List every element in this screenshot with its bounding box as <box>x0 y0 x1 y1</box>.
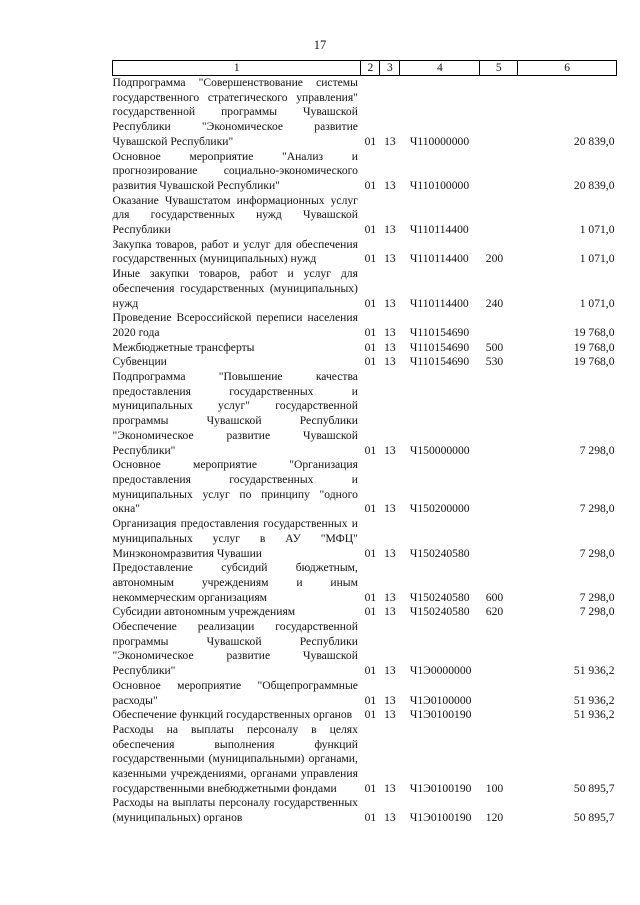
row-section: 01 <box>364 296 377 310</box>
row-subsection: 13 <box>384 590 396 604</box>
row-expense-type <box>480 679 518 708</box>
row-target-article: Ч1Э0100000 <box>409 693 472 707</box>
page-number: 17 <box>313 38 327 52</box>
row-subsection: 13 <box>384 252 396 266</box>
row-section: 01 <box>364 693 377 707</box>
table-row <box>113 194 617 238</box>
table-row <box>113 620 617 679</box>
row-subsection: 13 <box>384 781 396 795</box>
row-section: 01 <box>364 502 377 516</box>
row-section: 01 <box>364 605 377 619</box>
table-header <box>113 61 617 76</box>
row-section: 01 <box>364 708 377 722</box>
row-name: Расходы на выплаты персоналу государственных (муниципальных) органов <box>112 796 358 825</box>
row-target-article: Ч150240580 <box>409 546 470 560</box>
row-expense-type: 200 <box>485 252 504 266</box>
table-row <box>113 355 617 370</box>
row-subsection: 13 <box>384 355 396 369</box>
row-name: Основное мероприятие "Анализ и прогнозирование социально-экономического развития Чувашской Республики" <box>112 149 358 192</box>
row-name: Субвенции <box>112 355 167 369</box>
row-subsection: 13 <box>384 546 396 560</box>
table-body <box>113 76 617 826</box>
row-amount: 50 895,7 <box>573 781 615 795</box>
row-name: Проведение Всероссийской переписи населения 2020 года <box>112 311 358 339</box>
row-name: Основное мероприятие "Организация предоставления государственных и муниципальных услуг по принципу "одного окна" <box>112 458 358 516</box>
row-expense-type: 100 <box>485 781 504 795</box>
row-amount: 1 071,0 <box>579 296 615 310</box>
header-col-5: 5 <box>480 61 518 76</box>
header-col-2: 2 <box>361 61 380 76</box>
row-expense-type: 240 <box>485 296 504 310</box>
row-expense-type <box>480 76 518 150</box>
row-section: 01 <box>364 664 377 678</box>
row-name: Обеспечение функций государственных органов <box>112 708 353 722</box>
row-section: 01 <box>364 590 377 604</box>
row-amount: 1 071,0 <box>579 223 615 237</box>
row-subsection: 13 <box>384 134 396 148</box>
row-subsection: 13 <box>384 443 396 457</box>
row-name: Межбюджетные трансферты <box>112 340 255 354</box>
row-section: 01 <box>364 546 377 560</box>
row-expense-type <box>480 517 518 561</box>
budget-table <box>112 60 617 826</box>
table-row <box>113 267 617 311</box>
row-amount: 19 768,0 <box>573 325 615 339</box>
row-amount: 1 071,0 <box>579 252 615 266</box>
row-target-article: Ч1Э0100190 <box>409 708 472 722</box>
row-name: Подпрограмма "Повышение качества предоставления государственных и муниципальных услуг" государственной программы Чувашской Республики "Экономическое развитие Чувашской Республики" <box>112 370 358 457</box>
row-amount: 50 895,7 <box>573 811 615 825</box>
row-section: 01 <box>364 811 377 825</box>
row-subsection: 13 <box>384 708 396 722</box>
row-section: 01 <box>364 443 377 457</box>
row-expense-type <box>480 458 518 517</box>
row-name: Обеспечение реализации государственной программы Чувашской Республики "Экономическое развитие Чувашской Республики" <box>112 620 358 678</box>
table-row <box>113 238 617 267</box>
row-amount: 51 936,2 <box>573 693 615 707</box>
row-amount: 20 839,0 <box>573 134 615 148</box>
row-target-article: Ч110154690 <box>409 355 470 369</box>
table-row <box>113 341 617 356</box>
table-row <box>113 150 617 194</box>
row-target-article: Ч150200000 <box>409 502 470 516</box>
table-row <box>113 517 617 561</box>
row-name: Оказание Чувашстатом информационных услуг для государственных нужд Чувашской Республики <box>112 193 358 237</box>
row-name: Организация предоставления государственных и муниципальных услуг в АУ "МФЦ" Минэкономразвития Чувашии <box>112 517 358 560</box>
row-amount: 7 298,0 <box>579 502 615 516</box>
row-section: 01 <box>364 134 377 148</box>
row-section: 01 <box>364 355 377 369</box>
table-row <box>113 561 617 605</box>
row-subsection: 13 <box>384 664 396 678</box>
table-row <box>113 76 617 150</box>
row-expense-type <box>480 311 518 340</box>
row-expense-type: 620 <box>485 605 504 619</box>
table-row <box>113 796 617 825</box>
row-subsection: 13 <box>384 693 396 707</box>
row-target-article: Ч110114400 <box>409 223 469 237</box>
header-row <box>113 61 617 76</box>
header-col-1: 1 <box>113 61 361 76</box>
row-expense-type <box>480 194 518 238</box>
row-section: 01 <box>364 340 377 354</box>
row-expense-type: 120 <box>485 811 504 825</box>
row-target-article: Ч1Э0100190 <box>409 811 472 825</box>
row-subsection: 13 <box>384 605 396 619</box>
row-amount: 7 298,0 <box>579 605 615 619</box>
row-subsection: 13 <box>384 178 396 192</box>
row-name: Предоставление субсидий бюджетным, автономным учреждениям и иным некоммерческим организациям <box>112 561 358 604</box>
row-target-article: Ч110114400 <box>409 296 469 310</box>
row-name: Закупка товаров, работ и услуг для обеспечения государственных (муниципальных) нужд <box>112 237 358 266</box>
row-section: 01 <box>364 781 377 795</box>
row-subsection: 13 <box>384 811 396 825</box>
row-name: Основное мероприятие "Общепрограммные расходы" <box>112 678 358 707</box>
row-target-article: Ч110154690 <box>409 340 470 354</box>
row-section: 01 <box>364 325 377 339</box>
row-amount: 20 839,0 <box>573 178 615 192</box>
row-amount: 19 768,0 <box>573 340 615 354</box>
row-amount: 7 298,0 <box>579 546 615 560</box>
header-col-6: 6 <box>518 61 617 76</box>
table-row <box>113 605 617 620</box>
row-section: 01 <box>364 252 377 266</box>
table-row <box>113 458 617 517</box>
table-row <box>113 311 617 340</box>
row-target-article: Ч110154690 <box>409 325 470 339</box>
row-expense-type: 530 <box>485 355 504 369</box>
row-amount: 19 768,0 <box>573 355 615 369</box>
row-subsection: 13 <box>384 223 396 237</box>
table-row <box>113 370 617 458</box>
row-section: 01 <box>364 223 377 237</box>
row-amount: 51 936,2 <box>573 664 615 678</box>
row-target-article: Ч110100000 <box>409 178 470 192</box>
row-expense-type: 600 <box>485 590 504 604</box>
row-target-article: Ч150000000 <box>409 443 470 457</box>
row-amount: 7 298,0 <box>579 443 615 457</box>
row-name: Подпрограмма "Совершенствование системы государственного стратегического управления" государственной программы Чувашской Республики "Экономическое развитие Чувашской Республики" <box>112 76 358 148</box>
row-target-article: Ч150240580 <box>409 590 470 604</box>
table-row <box>113 679 617 708</box>
row-name: Субсидии автономным учреждениям <box>112 605 296 619</box>
row-expense-type <box>480 150 518 194</box>
row-expense-type: 500 <box>485 340 504 354</box>
row-target-article: Ч110000000 <box>409 134 470 148</box>
row-target-article: Ч110114400 <box>409 252 469 266</box>
row-subsection: 13 <box>384 296 396 310</box>
row-amount: 51 936,2 <box>573 708 615 722</box>
row-subsection: 13 <box>384 502 396 516</box>
row-target-article: Ч1Э0000000 <box>409 664 472 678</box>
table-row <box>113 723 617 797</box>
row-name: Иные закупки товаров, работ и услуг для обеспечения государственных (муниципальных) нужд <box>112 267 358 310</box>
row-section: 01 <box>364 178 377 192</box>
row-expense-type <box>480 370 518 458</box>
row-amount: 7 298,0 <box>579 590 615 604</box>
table-row <box>113 708 617 723</box>
row-expense-type <box>480 620 518 679</box>
header-col-3: 3 <box>380 61 400 76</box>
row-subsection: 13 <box>384 340 396 354</box>
row-expense-type <box>480 708 518 723</box>
row-subsection: 13 <box>384 325 396 339</box>
row-target-article: Ч1Э0100190 <box>409 781 472 795</box>
header-col-4: 4 <box>400 61 480 76</box>
row-name: Расходы на выплаты персоналу в целях обеспечения выполнения функций государственными (муниципальными) органами, казенными учреждениями, органами управления государственными внебюджетными фондами <box>112 722 358 795</box>
row-target-article: Ч150240580 <box>409 605 470 619</box>
